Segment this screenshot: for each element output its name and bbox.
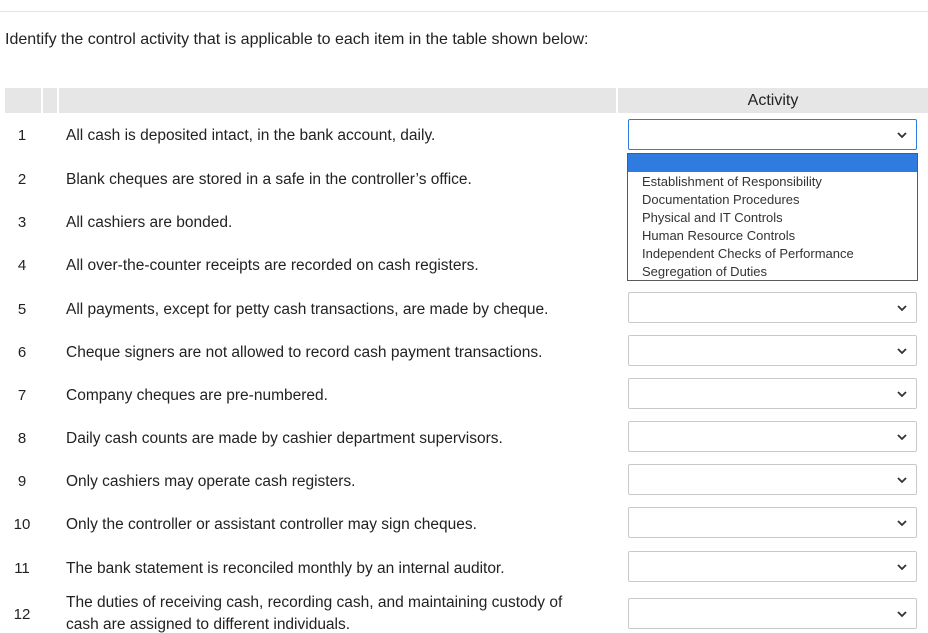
row-description: The bank statement is reconciled monthly by an internal auditor. — [66, 560, 505, 577]
table-header — [5, 88, 928, 113]
row-number: 5 — [17, 301, 27, 318]
chevron-down-icon — [896, 345, 908, 357]
row-description: All over-the-counter receipts are recorded on cash registers. — [66, 257, 479, 274]
row-number: 1 — [17, 127, 27, 144]
row-number: 8 — [17, 430, 27, 447]
instruction-text: Identify the control activity that is applicable to each item in the table shown below: — [5, 31, 589, 48]
row-number: 2 — [17, 171, 27, 188]
activity-column-header: Activity — [747, 92, 799, 109]
row-number: 7 — [17, 387, 27, 404]
row-number: 6 — [17, 344, 27, 361]
activity-select-6[interactable] — [628, 335, 917, 366]
dropdown-option[interactable]: Human Resource Controls — [642, 228, 796, 243]
row-description: All cash is deposited intact, in the bank account, daily. — [66, 127, 436, 144]
activity-select-1[interactable] — [628, 119, 917, 150]
row-description: All payments, except for petty cash transactions, are made by cheque. — [66, 301, 549, 318]
row-number: 9 — [17, 473, 27, 490]
dropdown-option[interactable]: Segregation of Duties — [642, 264, 768, 279]
activity-select-8[interactable] — [628, 421, 917, 452]
row-description: Only cashiers may operate cash registers. — [66, 473, 356, 490]
row-number: 4 — [17, 257, 27, 274]
activity-select-10[interactable] — [628, 507, 917, 538]
chevron-down-icon — [896, 388, 908, 400]
header-cell-num — [5, 88, 43, 113]
chevron-down-icon — [896, 608, 908, 620]
row-description: Daily cash counts are made by cashier department supervisors. — [66, 430, 503, 447]
activity-select-9[interactable] — [628, 464, 917, 495]
activity-select-12[interactable] — [628, 598, 917, 629]
chevron-down-icon — [896, 129, 908, 141]
row-description: All cashiers are bonded. — [66, 214, 233, 231]
activity-select-5[interactable] — [628, 292, 917, 323]
row-number: 12 — [13, 606, 31, 623]
activity-select-7[interactable] — [628, 378, 917, 409]
chevron-down-icon — [896, 561, 908, 573]
dropdown-option[interactable]: Independent Checks of Performance — [642, 246, 854, 261]
activity-dropdown-list — [627, 153, 918, 281]
chevron-down-icon — [896, 474, 908, 486]
row-description: Cheque signers are not allowed to record cash payment transactions. — [66, 344, 543, 361]
chevron-down-icon — [896, 302, 908, 314]
row-number: 3 — [17, 214, 27, 231]
row-number: 10 — [13, 516, 31, 533]
row-description: Blank cheques are stored in a safe in the controller’s office. — [66, 171, 472, 188]
chevron-down-icon — [896, 517, 908, 529]
row-description: The duties of receiving cash, recording cash, and maintaining custody of cash are assigned to different individuals. — [66, 594, 563, 633]
row-description: Only the controller or assistant controller may sign cheques. — [66, 516, 477, 533]
dropdown-option-blank[interactable] — [628, 154, 917, 172]
row-number: 11 — [14, 560, 30, 577]
dropdown-option[interactable]: Documentation Procedures — [642, 192, 800, 207]
dropdown-option[interactable]: Establishment of Responsibility — [642, 174, 822, 189]
chevron-down-icon — [896, 431, 908, 443]
top-divider — [0, 11, 928, 12]
activity-select-11[interactable] — [628, 551, 917, 582]
header-cell-spacer — [43, 88, 59, 113]
dropdown-option[interactable]: Physical and IT Controls — [642, 210, 783, 225]
row-description: Company cheques are pre-numbered. — [66, 387, 328, 404]
header-cell-desc — [59, 88, 618, 113]
